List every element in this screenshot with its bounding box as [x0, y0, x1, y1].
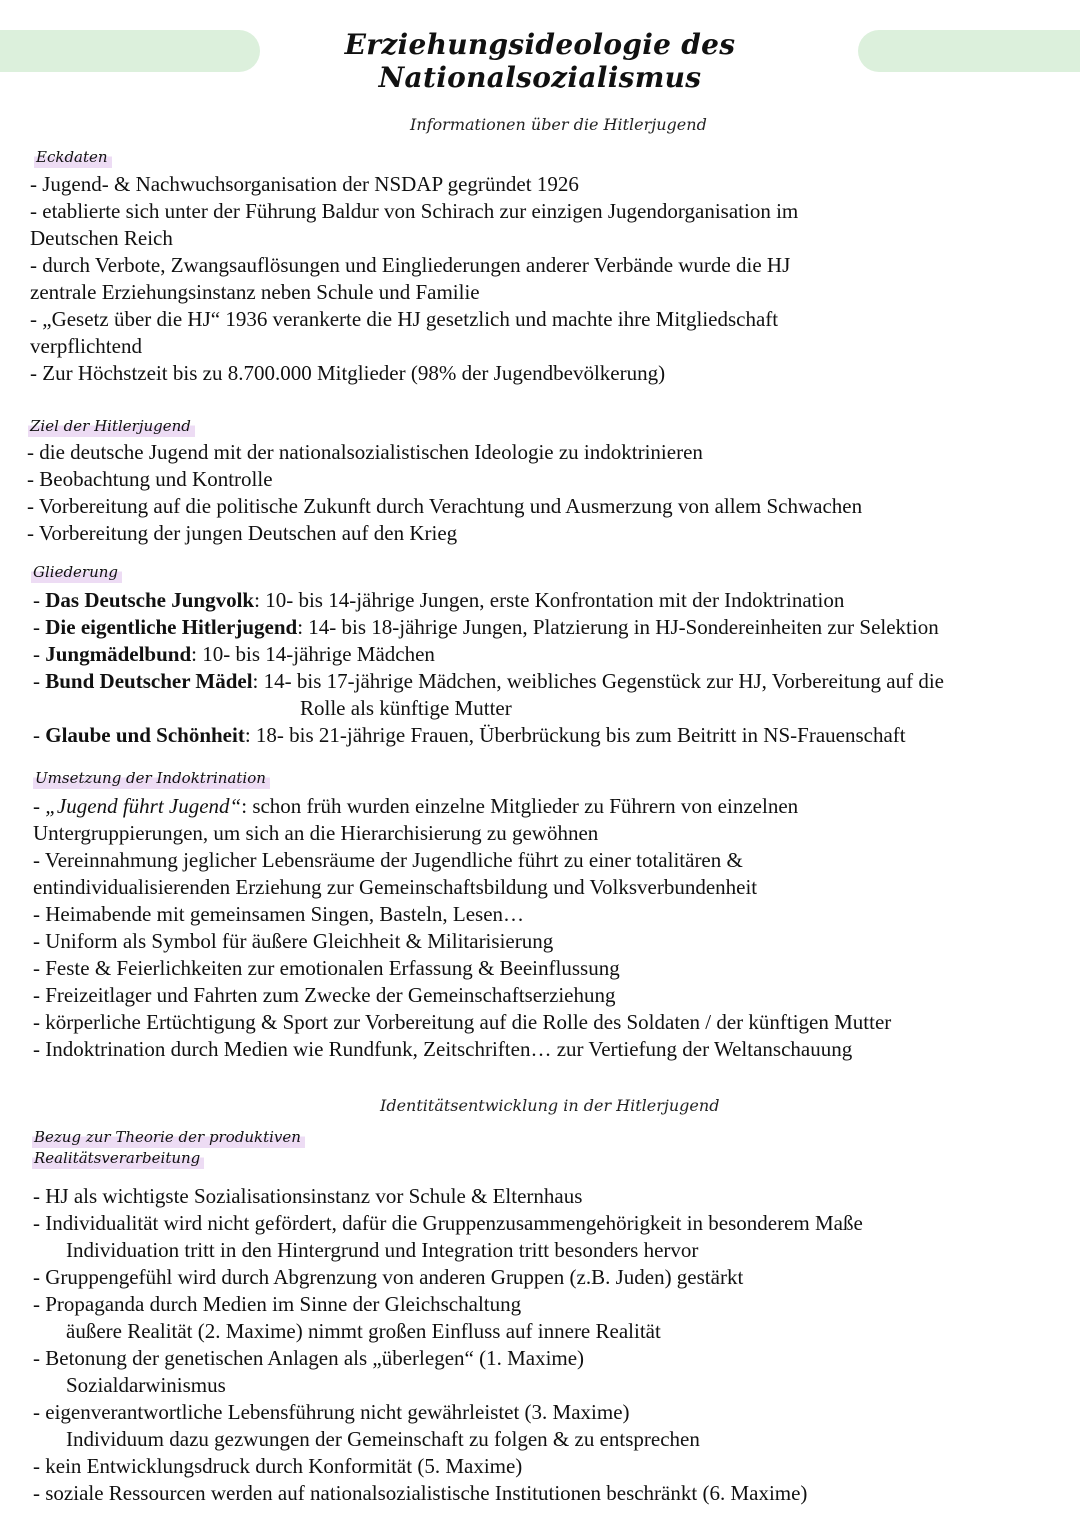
list-item: - Individualität wird nicht gefördert, dafür die Gruppenzusammengehörigkeit in besonderem Maße [33, 1211, 863, 1235]
eckdaten-list [30, 171, 798, 387]
group-name: Glaube und Schönheit [45, 723, 245, 747]
subheading-hitlerjugend-info: Informationen über die Hitlerjugend [410, 115, 707, 134]
list-item: Individuum dazu gezwungen der Gemeinschaft zu folgen & zu entsprechen [66, 1427, 700, 1451]
section-label-gliederung: Gliederung [31, 562, 122, 583]
list-item: zentrale Erziehungsinstanz neben Schule und Familie [30, 280, 480, 304]
bezug-list [33, 1183, 863, 1507]
list-item: entindividualisierenden Erziehung zur Gemeinschaftsbildung und Volksverbundenheit [33, 875, 758, 899]
section-label-ziel: Ziel der Hitlerjugend [28, 416, 195, 437]
list-item: - Heimabende mit gemeinsamen Singen, Basteln, Lesen… [33, 902, 525, 926]
list-item: Untergruppierungen, um sich an die Hierarchisierung zu gewöhnen [33, 821, 599, 845]
group-name: Die eigentliche Hitlerjugend [45, 615, 298, 639]
list-item: - Das Deutsche Jungvolk: 10- bis 14-jährige Jungen, erste Konfrontation mit der Indoktrination [33, 588, 845, 612]
group-description: : 14- bis 17-jährige Mädchen, weibliches Gegenstück zur HJ, Vorbereitung auf die [252, 669, 944, 693]
section-label-eckdaten: Eckdaten [34, 147, 112, 168]
list-item: - Vorbereitung der jungen Deutschen auf den Krieg [27, 521, 458, 545]
list-item: - kein Entwicklungsdruck durch Konformität (5. Maxime) [33, 1454, 523, 1478]
list-item: - Glaube und Schönheit: 18- bis 21-jährige Frauen, Überbrückung bis zum Beitritt in NS-Frauenschaft [33, 723, 906, 747]
group-name: Bund Deutscher Mädel [45, 669, 253, 693]
section-label-bezug: Bezug zur Theorie der produktiven Realitätsverarbeitung [32, 1127, 305, 1169]
group-name: Das Deutsche Jungvolk [45, 588, 255, 612]
list-item: - körperliche Ertüchtigung & Sport zur Vorbereitung auf die Rolle des Soldaten / der künftigen Mutter [33, 1010, 892, 1034]
list-item: - Vereinnahmung jeglicher Lebensräume der Jugendliche führt zu einer totalitären & [33, 848, 743, 872]
list-item: Deutschen Reich [30, 226, 173, 250]
list-item: äußere Realität (2. Maxime) nimmt großen Einfluss auf innere Realität [66, 1319, 661, 1343]
list-item: - Uniform als Symbol für äußere Gleichheit & Militarisierung [33, 929, 554, 953]
quote-jugend-fuehrt-jugend: „Jugend führt Jugend“ [45, 794, 242, 818]
page-title: Erziehungsideologie des Nationalsozialismus [344, 28, 736, 94]
group-description: : 10- bis 14-jährige Jungen, erste Konfrontation mit der Indoktrination [254, 588, 845, 612]
list-item: - Die eigentliche Hitlerjugend: 14- bis 18-jährige Jungen, Platzierung in HJ-Sondereinheiten zur Selektion [33, 615, 939, 639]
group-description: : 14- bis 18-jährige Jungen, Platzierung in HJ-Sondereinheiten zur Selektion [297, 615, 939, 639]
list-item: - Bund Deutscher Mädel: 14- bis 17-jährige Mädchen, weibliches Gegenstück zur HJ, Vorbereitung auf die [33, 669, 944, 693]
list-item: - „Jugend führt Jugend“: schon früh wurden einzelne Mitglieder zu Führern von einzelnen [33, 794, 799, 818]
section-label-umsetzung: Umsetzung der Indoktrination [33, 768, 270, 789]
list-item: Rolle als künftige Mutter [300, 696, 512, 720]
list-item: - HJ als wichtigste Sozialisationsinstanz vor Schule & Elternhaus [33, 1184, 583, 1208]
list-item: - die deutsche Jugend mit der nationalsozialistischen Ideologie zu indoktrinieren [27, 440, 703, 464]
list-item: Individuation tritt in den Hintergrund und Integration tritt besonders hervor [66, 1238, 699, 1262]
group-description: : 10- bis 14-jährige Mädchen [191, 642, 435, 666]
subheading-identitaetsentwicklung: Identitätsentwicklung in der Hitlerjugend [380, 1096, 720, 1115]
list-item: - Freizeitlager und Fahrten zum Zwecke der Gemeinschaftserziehung [33, 983, 616, 1007]
list-item: - Jugend- & Nachwuchsorganisation der NSDAP gegründet 1926 [30, 172, 579, 196]
list-item: - Betonung der genetischen Anlagen als „überlegen“ (1. Maxime) [33, 1346, 585, 1370]
list-item: - Vorbereitung auf die politische Zukunft durch Verachtung und Ausmerzung von allem Schwachen [27, 494, 863, 518]
list-item: verpflichtend [30, 334, 142, 358]
list-item: - Jungmädelbund: 10- bis 14-jährige Mädchen [33, 642, 435, 666]
list-item: - Zur Höchstzeit bis zu 8.700.000 Mitglieder (98% der Jugendbevölkerung) [30, 361, 666, 385]
group-description: : 18- bis 21-jährige Frauen, Überbrückung bis zum Beitritt in NS-Frauenschaft [244, 723, 906, 747]
list-item: - eigenverantwortliche Lebensführung nicht gewährleistet (3. Maxime) [33, 1400, 630, 1424]
list-item: - etablierte sich unter der Führung Baldur von Schirach zur einzigen Jugendorganisation im [30, 199, 799, 223]
group-name: Jungmädelbund [45, 642, 192, 666]
list-item: - soziale Ressourcen werden auf nationalsozialistische Institutionen beschränkt (6. Maxime) [33, 1481, 808, 1505]
list-item: Sozialdarwinismus [66, 1373, 226, 1397]
list-item: - Indoktrination durch Medien wie Rundfunk, Zeitschriften… zur Vertiefung der Weltanschauung [33, 1037, 853, 1061]
list-item: - Gruppengefühl wird durch Abgrenzung von anderen Gruppen (z.B. Juden) gestärkt [33, 1265, 744, 1289]
list-item: - Propaganda durch Medien im Sinne der Gleichschaltung [33, 1292, 522, 1316]
umsetzung-list [33, 793, 891, 1063]
list-item: - „Gesetz über die HJ“ 1936 verankerte die HJ gesetzlich und machte ihre Mitgliedschaft [30, 307, 779, 331]
list-item: - Feste & Feierlichkeiten zur emotionalen Erfassung & Beeinflussung [33, 956, 620, 980]
gliederung-list [33, 587, 944, 749]
list-item: - durch Verbote, Zwangsauflösungen und Eingliederungen anderer Verbände wurde die HJ [30, 253, 791, 277]
list-item: - Beobachtung und Kontrolle [27, 467, 273, 491]
ziel-list [27, 439, 862, 547]
